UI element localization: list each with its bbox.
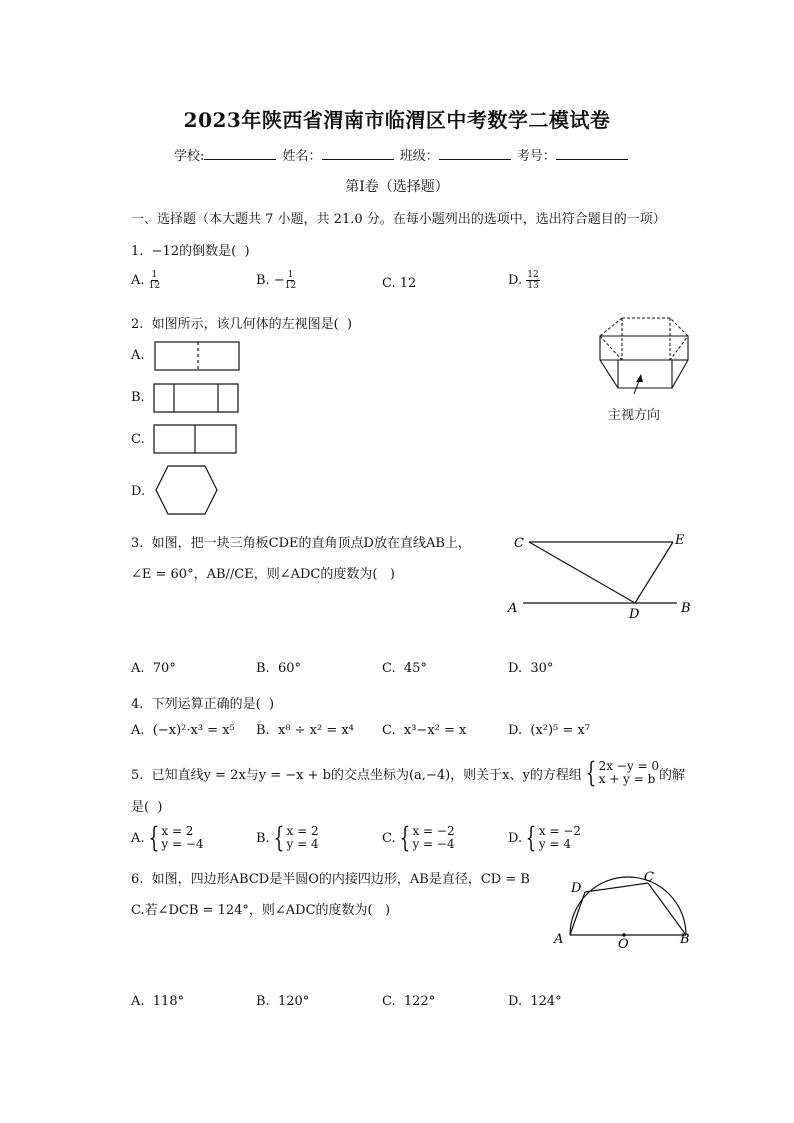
q3-point-e: E <box>675 533 685 548</box>
q5-a-row1: x = 2 <box>161 824 194 838</box>
class-field[interactable] <box>439 147 511 160</box>
q3-triangle-figure <box>505 528 700 623</box>
q1-a-fraction <box>149 270 160 291</box>
q1-option-b[interactable] <box>256 270 296 291</box>
q6-point-d: D <box>571 881 582 896</box>
q1-option-c[interactable] <box>382 276 416 291</box>
q2-view-direction-label: 主视方向 <box>608 408 661 423</box>
q6-option-d[interactable]: D. 124° <box>508 994 562 1009</box>
q2-a-label[interactable]: A. <box>131 348 145 363</box>
volume-heading: 第Ⅰ卷（选择题） <box>345 179 449 195</box>
q1-option-d[interactable] <box>508 270 540 291</box>
exam-no-field[interactable] <box>556 147 628 160</box>
q2-stem: 2. 如图所示，该几何体的左视图是( ) <box>131 317 353 332</box>
school-field[interactable] <box>204 147 276 160</box>
q4-stem: 4. 下列运算正确的是( ) <box>131 697 275 712</box>
q3-point-a: A <box>508 601 518 616</box>
q2-c-label[interactable]: C. <box>131 432 145 447</box>
q3-option-d[interactable]: D. 30° <box>508 661 554 676</box>
q1-b-label: B. <box>256 273 270 288</box>
q2-option-a-figure <box>155 342 239 370</box>
name-label: 姓名： <box>282 149 322 164</box>
q6-option-a[interactable]: A. 118° <box>131 994 185 1009</box>
q1-b-num: 1 <box>287 270 294 280</box>
q1-a-den: 12 <box>148 281 161 291</box>
q5-a-row2: y = −4 <box>161 837 204 851</box>
q5-option-b[interactable] <box>256 821 319 854</box>
q3-point-d: D <box>629 607 640 622</box>
q5-sys-row1: 2x −y = 0 <box>598 759 660 773</box>
q6-stem-line1: 6. 如图，四边形ABCD是半圆O的内接四边形，AB是直径，CD = B <box>131 872 530 887</box>
q5-stem-row <box>131 756 686 789</box>
q3-point-c: C <box>514 536 524 551</box>
q1-stem: 1. −12的倒数是( ) <box>131 244 250 259</box>
q2-option-d-figure <box>156 466 217 514</box>
q1-b-fraction <box>285 270 296 291</box>
q5-stem: 5. 已知直线y = 2x与y = −x + b的交点坐标为(a,−4)，则关于x、y的方程组 <box>131 767 582 783</box>
q5-d-row1: x = −2 <box>538 824 582 838</box>
q1-option-a[interactable] <box>131 270 160 291</box>
q5-option-c[interactable] <box>382 821 455 854</box>
q1-d-den: 13 <box>527 281 539 291</box>
q1-d-label: D. <box>508 273 523 288</box>
class-label: 班级： <box>399 149 439 164</box>
q4-option-c[interactable]: C. x³−x² = x <box>382 723 467 738</box>
q2-options-figures <box>150 338 250 518</box>
q1-c-text: 12 <box>399 276 417 291</box>
q5-b-row1: x = 2 <box>286 824 319 838</box>
student-info-row <box>174 145 630 164</box>
q6-point-c: C <box>644 870 654 885</box>
q5-option-d[interactable] <box>508 821 582 854</box>
q1-b-den: 12 <box>284 281 297 291</box>
q5-c-row1: x = −2 <box>412 824 455 838</box>
q3-point-b: B <box>681 601 691 616</box>
q4-option-a[interactable]: A. (−x)²·x³ = x⁵ <box>131 723 235 738</box>
q2-option-c-figure <box>154 425 236 453</box>
section-heading: 一、选择题（本大题共 7 小题，共 21.0 分。在每小题列出的选项中，选出符合题目的一项） <box>131 212 666 227</box>
q5-sys-row2: x + y = b <box>598 772 656 786</box>
q5-a-system: { x = 2 y = −4 <box>148 821 204 854</box>
q1-a-num: 1 <box>151 270 158 280</box>
q5-d-system: { x = −2 y = 4 <box>525 821 582 854</box>
q1-d-fraction <box>526 270 539 291</box>
q5-stem-line2: 是( ) <box>131 800 163 815</box>
q6-semicircle-figure <box>550 866 700 956</box>
q2-d-label[interactable]: D. <box>131 484 146 499</box>
q5-b-row2: y = 4 <box>286 837 319 851</box>
q5-d-row2: y = 4 <box>538 837 572 851</box>
q3-stem-line1: 3. 如图，把一块三角板CDE的直角顶点D放在直线AB上， <box>131 536 471 551</box>
q6-point-b: B <box>680 932 690 947</box>
q5-a-label: A. <box>131 830 145 846</box>
name-field[interactable] <box>322 147 394 160</box>
q6-stem-line2: C.若∠DCB = 124°，则∠ADC的度数为( ) <box>131 903 391 918</box>
q2-b-label[interactable]: B. <box>131 390 145 405</box>
q4-option-d[interactable]: D. (x²)⁵ = x⁷ <box>508 723 590 738</box>
q1-d-num: 12 <box>527 270 539 280</box>
q1-b-sign: − <box>273 273 285 288</box>
q3-option-b[interactable]: B. 60° <box>256 661 301 676</box>
page-title: 2023年陕西省渭南市临渭区中考数学二模试卷 <box>183 108 611 132</box>
q5-stem-tail: 的解 <box>659 767 686 783</box>
q3-option-c[interactable]: C. 45° <box>382 661 427 676</box>
q2-option-b-figure <box>154 384 238 412</box>
q5-b-system: { x = 2 y = 4 <box>273 821 319 854</box>
q5-option-a[interactable] <box>131 821 204 854</box>
q6-option-b[interactable]: B. 120° <box>256 994 310 1009</box>
q5-c-system: { x = −2 y = −4 <box>399 821 455 854</box>
q5-c-label: C. <box>382 830 396 846</box>
q1-a-label: A. <box>131 273 145 288</box>
q5-d-label: D. <box>508 830 523 846</box>
q6-option-c[interactable]: C. 122° <box>382 994 436 1009</box>
exam-no-label: 考号： <box>516 149 556 164</box>
q6-point-o: O <box>618 937 629 952</box>
school-label: 学校: <box>174 149 205 164</box>
q4-option-b[interactable]: B. x⁸ ÷ x² = x⁴ <box>256 723 354 738</box>
q3-stem-line2: ∠E = 60°，AB//CE，则∠ADC的度数为( ) <box>131 567 395 582</box>
q5-equation-system: { 2x −y = 0 x + y = b <box>585 756 660 789</box>
q5-c-row2: y = −4 <box>412 837 455 851</box>
q5-b-label: B. <box>256 830 270 846</box>
q3-option-a[interactable]: A. 70° <box>131 661 176 676</box>
q6-point-a: A <box>554 932 564 947</box>
q1-c-label: C. <box>382 276 396 291</box>
